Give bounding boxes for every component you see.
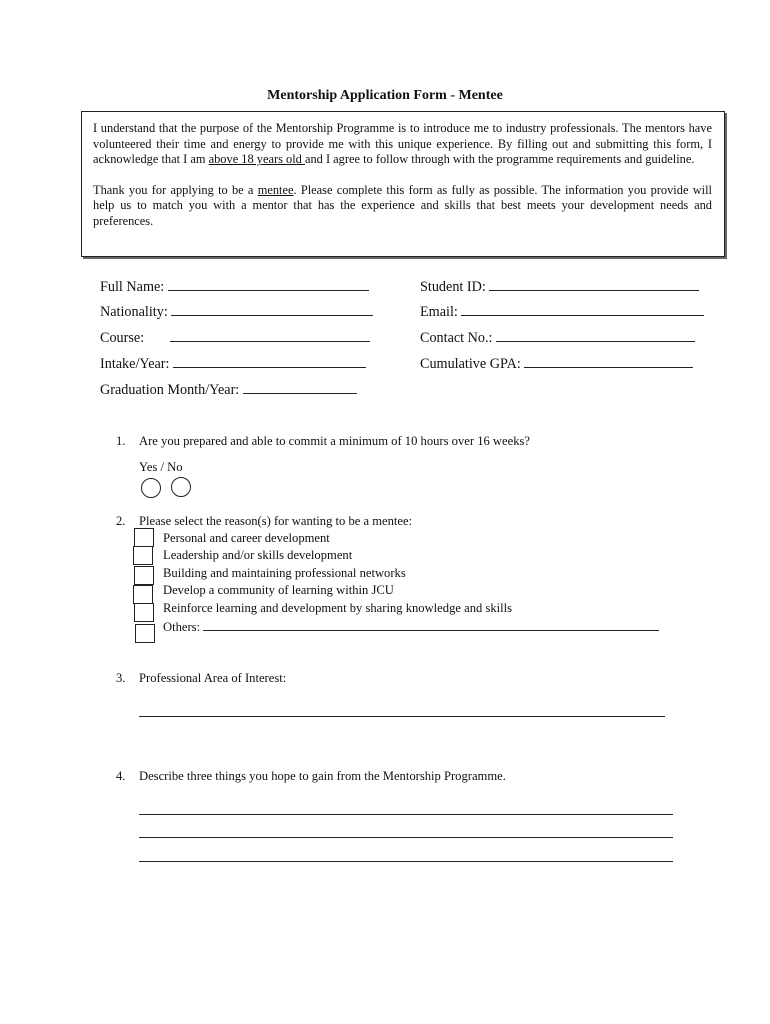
contact-no-label: Contact No.:: [420, 330, 493, 346]
nationality-row: [100, 304, 373, 321]
course-field[interactable]: [170, 330, 370, 342]
mentee-word: mentee: [257, 182, 294, 197]
graduation-field[interactable]: [243, 382, 357, 394]
gain-answer-line-1[interactable]: [139, 814, 673, 815]
intro-text: I understand that the purpose of the Mentorship Programme is to introduce me to industry professionals. The mentors have volunteered their time and energy to provide me with this unique experience. By filling out and submitting this form, I acknowledge that I am: [93, 121, 712, 167]
q1-text: Are you prepared and able to commit a minimum of 10 hours over 16 weeks?: [139, 434, 530, 448]
full-name-row: [100, 279, 369, 296]
reason-option: Building and maintaining professional networks: [163, 566, 406, 580]
q3-text: Professional Area of Interest:: [139, 671, 287, 685]
reason-option: Develop a community of learning within JCU: [163, 583, 394, 597]
course-row: [100, 330, 370, 347]
intro-text: and I agree to follow through with the programme requirements and guideline.: [304, 152, 695, 167]
others-row: [163, 619, 659, 635]
contact-no-row: [420, 330, 695, 347]
reason-checkbox-community[interactable]: [133, 585, 153, 604]
reason-option: Others:: [163, 620, 201, 634]
q4-number: 4.: [116, 769, 126, 783]
email-field[interactable]: [461, 304, 704, 316]
gpa-field[interactable]: [524, 356, 693, 368]
no-radio[interactable]: [171, 477, 191, 497]
reason-checkbox-networks[interactable]: [134, 566, 154, 585]
email-row: [420, 304, 704, 321]
interest-answer-line[interactable]: [139, 716, 665, 717]
gpa-row: [420, 356, 693, 373]
intake-year-row: [100, 356, 366, 373]
reason-option: Personal and career development: [163, 531, 330, 545]
reason-checkbox-leadership[interactable]: [133, 546, 153, 565]
intake-year-field[interactable]: [173, 356, 366, 368]
reason-checkbox-personal[interactable]: [134, 528, 154, 547]
intro-paragraph-2: [93, 183, 712, 230]
others-field[interactable]: [203, 619, 659, 631]
yes-radio[interactable]: [141, 478, 161, 498]
q4-text: Describe three things you hope to gain from the Mentorship Programme.: [139, 769, 506, 783]
nationality-field[interactable]: [171, 304, 373, 316]
q3-number: 3.: [116, 671, 126, 685]
q1-number: 1.: [116, 434, 126, 448]
graduation-row: [100, 382, 357, 399]
intro-text: . Please complete this form as fully as possible. The information you provide will help us to match you with a mentor that has the experience and skills that best meets your development needs and preferences.: [93, 182, 712, 228]
gain-answer-line-2[interactable]: [139, 837, 673, 838]
nationality-label: Nationality:: [100, 304, 168, 320]
gain-answer-line-3[interactable]: [139, 861, 673, 862]
intro-paragraph-1: [93, 121, 712, 168]
contact-no-field[interactable]: [496, 330, 695, 342]
full-name-label: Full Name:: [100, 279, 165, 295]
graduation-label: Graduation Month/Year:: [100, 382, 240, 398]
q2-number: 2.: [116, 514, 126, 528]
gpa-label: Cumulative GPA:: [420, 356, 521, 372]
email-label: Email:: [420, 304, 458, 320]
student-id-row: [420, 279, 699, 296]
age-requirement: above 18 years old: [208, 152, 305, 167]
form-title: Mentorship Application Form - Mentee: [267, 88, 503, 103]
course-label: Course:: [100, 330, 145, 346]
intro-text: Thank you for applying to be a: [93, 182, 258, 197]
intro-box: [81, 111, 725, 257]
full-name-field[interactable]: [168, 279, 369, 291]
intake-year-label: Intake/Year:: [100, 356, 170, 372]
reason-checkbox-reinforce[interactable]: [134, 603, 154, 622]
student-id-field[interactable]: [489, 279, 699, 291]
reason-option: Leadership and/or skills development: [163, 548, 353, 562]
student-id-label: Student ID:: [420, 279, 486, 295]
reason-option: Reinforce learning and development by sharing knowledge and skills: [163, 601, 513, 615]
reason-checkbox-others[interactable]: [135, 624, 155, 643]
q1-options-label: Yes / No: [139, 460, 183, 474]
q2-text: Please select the reason(s) for wanting to be a mentee:: [139, 514, 413, 528]
